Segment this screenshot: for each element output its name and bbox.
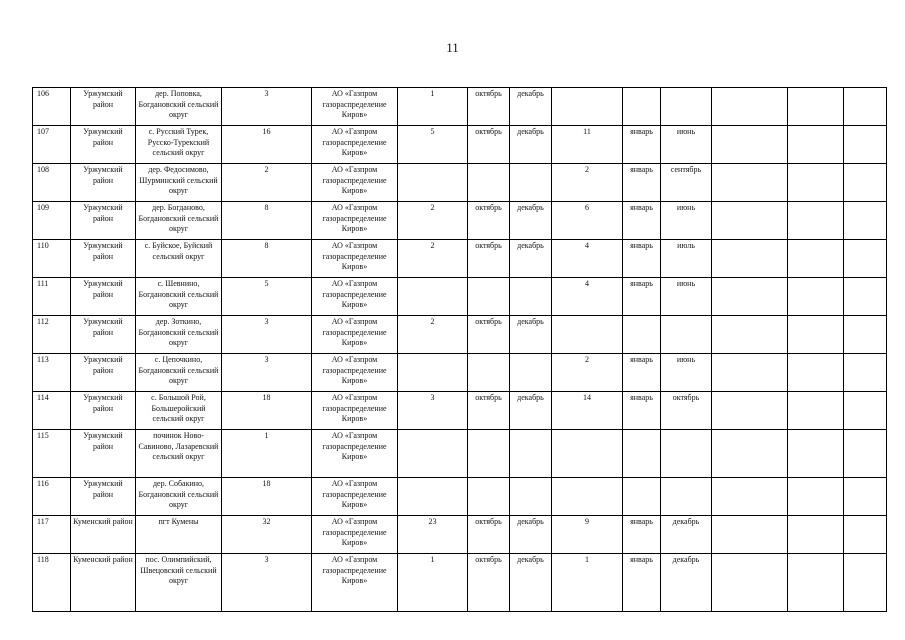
stage1-start-cell: октябрь xyxy=(468,240,510,278)
stage1-end-cell: декабрь xyxy=(510,88,552,126)
stage2-end-cell: октябрь xyxy=(661,392,712,430)
organization-cell: АО «Газпром газораспределение Киров» xyxy=(312,240,398,278)
count-cell: 16 xyxy=(222,126,312,164)
stage2-start-cell: январь xyxy=(623,354,661,392)
row-number: 115 xyxy=(33,430,71,478)
stage2-start-cell: январь xyxy=(623,126,661,164)
stage2-quantity-cell: 9 xyxy=(552,516,623,554)
gasification-schedule-table xyxy=(32,87,887,612)
organization-cell: АО «Газпром газораспределение Киров» xyxy=(312,354,398,392)
organization-cell: АО «Газпром газораспределение Киров» xyxy=(312,516,398,554)
stage1-quantity-cell xyxy=(398,430,468,478)
organization-cell: АО «Газпром газораспределение Киров» xyxy=(312,164,398,202)
stage2-start-cell: январь xyxy=(623,392,661,430)
stage1-end-cell: декабрь xyxy=(510,392,552,430)
stage2-start-cell xyxy=(623,478,661,516)
stage2-end-cell: сентябрь xyxy=(661,164,712,202)
table-row xyxy=(33,202,887,240)
stage1-start-cell: октябрь xyxy=(468,516,510,554)
stage2-end-cell: июль xyxy=(661,240,712,278)
table-row xyxy=(33,430,887,478)
district-cell: Уржумский район xyxy=(71,240,136,278)
stage2-quantity-cell: 4 xyxy=(552,278,623,316)
stage2-end-cell: июнь xyxy=(661,354,712,392)
organization-cell: АО «Газпром газораспределение Киров» xyxy=(312,202,398,240)
stage2-start-cell: январь xyxy=(623,516,661,554)
row-number: 117 xyxy=(33,516,71,554)
locality-cell: дер. Федосимово, Шурминский сельский округ xyxy=(136,164,222,202)
stage1-start-cell xyxy=(468,430,510,478)
stage2-start-cell xyxy=(623,316,661,354)
organization-cell: АО «Газпром газораспределение Киров» xyxy=(312,430,398,478)
empty-cell xyxy=(788,316,844,354)
table-row xyxy=(33,554,887,612)
stage1-end-cell xyxy=(510,278,552,316)
district-cell: Уржумский район xyxy=(71,278,136,316)
stage1-end-cell xyxy=(510,478,552,516)
count-cell: 2 xyxy=(222,164,312,202)
stage2-end-cell: июнь xyxy=(661,126,712,164)
stage1-end-cell: декабрь xyxy=(510,516,552,554)
count-cell: 18 xyxy=(222,392,312,430)
table-row xyxy=(33,88,887,126)
locality-cell: с. Большой Рой, Большеройский сельский округ xyxy=(136,392,222,430)
empty-cell xyxy=(788,478,844,516)
district-cell: Уржумский район xyxy=(71,126,136,164)
row-number: 112 xyxy=(33,316,71,354)
empty-cell xyxy=(788,164,844,202)
district-cell: Уржумский район xyxy=(71,430,136,478)
empty-cell xyxy=(712,516,788,554)
district-cell: Уржумский район xyxy=(71,202,136,240)
stage1-quantity-cell xyxy=(398,164,468,202)
empty-cell xyxy=(844,354,887,392)
count-cell: 3 xyxy=(222,316,312,354)
table-row xyxy=(33,316,887,354)
organization-cell: АО «Газпром газораспределение Киров» xyxy=(312,88,398,126)
stage1-start-cell xyxy=(468,278,510,316)
stage2-quantity-cell: 11 xyxy=(552,126,623,164)
stage2-quantity-cell: 2 xyxy=(552,354,623,392)
locality-cell: с. Шевнино, Богдановский сельский округ xyxy=(136,278,222,316)
empty-cell xyxy=(844,392,887,430)
locality-cell: дер. Богданово, Богдановский сельский округ xyxy=(136,202,222,240)
stage2-end-cell: июнь xyxy=(661,278,712,316)
stage2-quantity-cell xyxy=(552,478,623,516)
stage2-start-cell: январь xyxy=(623,202,661,240)
stage1-quantity-cell xyxy=(398,354,468,392)
organization-cell: АО «Газпром газораспределение Киров» xyxy=(312,278,398,316)
stage1-start-cell: октябрь xyxy=(468,88,510,126)
empty-cell xyxy=(844,554,887,612)
stage2-start-cell: январь xyxy=(623,240,661,278)
organization-cell: АО «Газпром газораспределение Киров» xyxy=(312,554,398,612)
row-number: 109 xyxy=(33,202,71,240)
table-row xyxy=(33,278,887,316)
stage1-quantity-cell xyxy=(398,278,468,316)
count-cell: 8 xyxy=(222,202,312,240)
empty-cell xyxy=(844,126,887,164)
locality-cell: с. Буйское, Буйский сельский округ xyxy=(136,240,222,278)
empty-cell xyxy=(844,316,887,354)
stage1-quantity-cell: 2 xyxy=(398,240,468,278)
district-cell: Уржумский район xyxy=(71,88,136,126)
empty-cell xyxy=(844,202,887,240)
stage1-quantity-cell: 2 xyxy=(398,316,468,354)
row-number: 108 xyxy=(33,164,71,202)
stage1-quantity-cell xyxy=(398,478,468,516)
empty-cell xyxy=(788,354,844,392)
table-row xyxy=(33,164,887,202)
empty-cell xyxy=(712,554,788,612)
locality-cell: с. Цепочкино, Богдановский сельский округ xyxy=(136,354,222,392)
locality-cell: дер. Поповка, Богдановский сельский округ xyxy=(136,88,222,126)
empty-cell xyxy=(788,126,844,164)
district-cell: Уржумский район xyxy=(71,478,136,516)
count-cell: 3 xyxy=(222,354,312,392)
locality-cell: дер. Собакино, Богдановский сельский округ xyxy=(136,478,222,516)
count-cell: 18 xyxy=(222,478,312,516)
organization-cell: АО «Газпром газораспределение Киров» xyxy=(312,478,398,516)
empty-cell xyxy=(712,164,788,202)
locality-cell: починок Ново-Савиново, Лазаревский сельский округ xyxy=(136,430,222,478)
row-number: 114 xyxy=(33,392,71,430)
table-row xyxy=(33,240,887,278)
organization-cell: АО «Газпром газораспределение Киров» xyxy=(312,316,398,354)
stage2-quantity-cell xyxy=(552,316,623,354)
count-cell: 1 xyxy=(222,430,312,478)
stage2-quantity-cell xyxy=(552,430,623,478)
locality-cell: пгт Кумены xyxy=(136,516,222,554)
table-row xyxy=(33,478,887,516)
stage1-start-cell: октябрь xyxy=(468,126,510,164)
row-number: 110 xyxy=(33,240,71,278)
count-cell: 32 xyxy=(222,516,312,554)
district-cell: Куменский район xyxy=(71,554,136,612)
stage2-end-cell: декабрь xyxy=(661,516,712,554)
empty-cell xyxy=(844,88,887,126)
stage2-start-cell: январь xyxy=(623,278,661,316)
stage1-quantity-cell: 5 xyxy=(398,126,468,164)
stage1-start-cell: октябрь xyxy=(468,554,510,612)
stage1-end-cell xyxy=(510,354,552,392)
stage1-start-cell: октябрь xyxy=(468,392,510,430)
empty-cell xyxy=(844,278,887,316)
empty-cell xyxy=(788,554,844,612)
row-number: 107 xyxy=(33,126,71,164)
count-cell: 3 xyxy=(222,554,312,612)
stage1-end-cell: декабрь xyxy=(510,316,552,354)
stage1-start-cell xyxy=(468,354,510,392)
stage1-quantity-cell: 1 xyxy=(398,554,468,612)
stage1-end-cell: декабрь xyxy=(510,202,552,240)
table-row xyxy=(33,392,887,430)
locality-cell: пос. Олимпийский, Швецовский сельский округ xyxy=(136,554,222,612)
row-number: 118 xyxy=(33,554,71,612)
empty-cell xyxy=(712,126,788,164)
stage1-start-cell: октябрь xyxy=(468,316,510,354)
stage1-start-cell xyxy=(468,478,510,516)
stage2-quantity-cell: 4 xyxy=(552,240,623,278)
row-number: 113 xyxy=(33,354,71,392)
table-row xyxy=(33,354,887,392)
stage1-end-cell: декабрь xyxy=(510,554,552,612)
district-cell: Уржумский район xyxy=(71,164,136,202)
stage2-end-cell: июнь xyxy=(661,202,712,240)
table-row xyxy=(33,516,887,554)
empty-cell xyxy=(712,88,788,126)
empty-cell xyxy=(712,354,788,392)
empty-cell xyxy=(844,516,887,554)
empty-cell xyxy=(788,240,844,278)
row-number: 106 xyxy=(33,88,71,126)
stage2-quantity-cell: 2 xyxy=(552,164,623,202)
empty-cell xyxy=(844,430,887,478)
district-cell: Уржумский район xyxy=(71,354,136,392)
district-cell: Куменский район xyxy=(71,516,136,554)
stage1-end-cell: декабрь xyxy=(510,126,552,164)
stage2-start-cell: январь xyxy=(623,164,661,202)
stage1-quantity-cell: 3 xyxy=(398,392,468,430)
row-number: 111 xyxy=(33,278,71,316)
empty-cell xyxy=(712,478,788,516)
stage1-end-cell xyxy=(510,430,552,478)
empty-cell xyxy=(788,430,844,478)
stage2-quantity-cell: 14 xyxy=(552,392,623,430)
empty-cell xyxy=(788,88,844,126)
stage2-end-cell xyxy=(661,430,712,478)
organization-cell: АО «Газпром газораспределение Киров» xyxy=(312,392,398,430)
stage2-start-cell xyxy=(623,88,661,126)
stage1-end-cell xyxy=(510,164,552,202)
empty-cell xyxy=(712,240,788,278)
stage2-quantity-cell: 6 xyxy=(552,202,623,240)
stage1-start-cell xyxy=(468,164,510,202)
stage2-start-cell xyxy=(623,430,661,478)
empty-cell xyxy=(788,516,844,554)
district-cell: Уржумский район xyxy=(71,316,136,354)
empty-cell xyxy=(788,392,844,430)
locality-cell: дер. Зоткино, Богдановский сельский округ xyxy=(136,316,222,354)
stage2-end-cell: декабрь xyxy=(661,554,712,612)
count-cell: 5 xyxy=(222,278,312,316)
district-cell: Уржумский район xyxy=(71,392,136,430)
page-number: 11 xyxy=(446,40,459,55)
stage2-end-cell xyxy=(661,316,712,354)
count-cell: 8 xyxy=(222,240,312,278)
table-row xyxy=(33,126,887,164)
empty-cell xyxy=(844,164,887,202)
empty-cell xyxy=(712,202,788,240)
empty-cell xyxy=(712,278,788,316)
empty-cell xyxy=(712,316,788,354)
empty-cell xyxy=(712,430,788,478)
stage1-quantity-cell: 1 xyxy=(398,88,468,126)
count-cell: 3 xyxy=(222,88,312,126)
locality-cell: с. Русский Турек, Русско-Турекский сельский округ xyxy=(136,126,222,164)
stage2-end-cell xyxy=(661,88,712,126)
empty-cell xyxy=(788,202,844,240)
stage2-start-cell: январь xyxy=(623,554,661,612)
stage1-start-cell: октябрь xyxy=(468,202,510,240)
empty-cell xyxy=(788,278,844,316)
stage2-quantity-cell xyxy=(552,88,623,126)
empty-cell xyxy=(844,478,887,516)
organization-cell: АО «Газпром газораспределение Киров» xyxy=(312,126,398,164)
stage1-quantity-cell: 2 xyxy=(398,202,468,240)
stage1-end-cell: декабрь xyxy=(510,240,552,278)
empty-cell xyxy=(844,240,887,278)
row-number: 116 xyxy=(33,478,71,516)
stage2-quantity-cell: 1 xyxy=(552,554,623,612)
empty-cell xyxy=(712,392,788,430)
stage2-end-cell xyxy=(661,478,712,516)
stage1-quantity-cell: 23 xyxy=(398,516,468,554)
